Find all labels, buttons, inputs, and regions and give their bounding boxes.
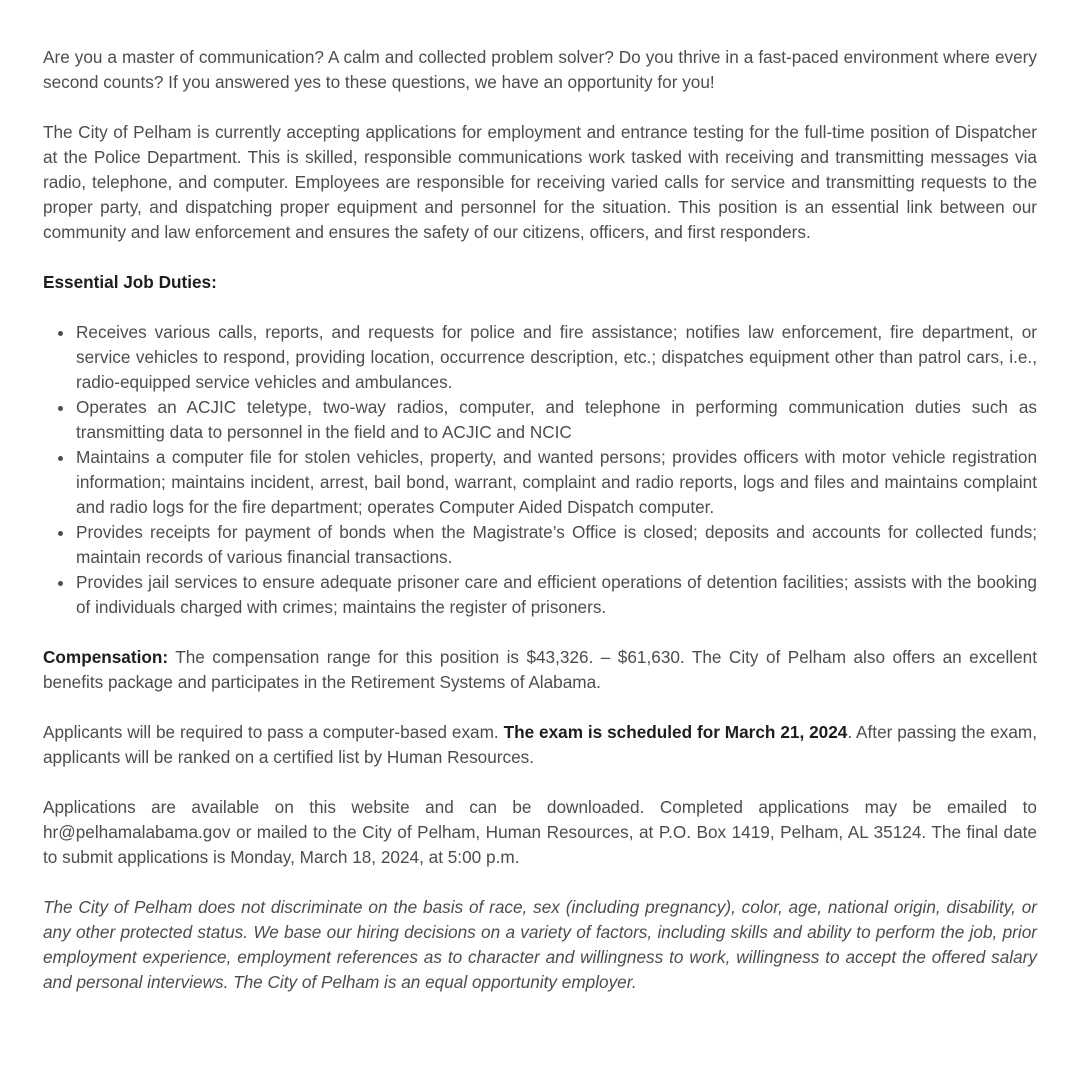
exam-text-pre: Applicants will be required to pass a computer-based exam.: [43, 722, 504, 742]
compensation-paragraph: [43, 645, 1037, 695]
compensation-label: Compensation:: [43, 647, 169, 667]
overview-paragraph: The City of Pelham is currently accepting applications for employment and entrance testing for the full-time position of Dispatcher at the Police Department. This is skilled, responsible communications work tasked with receiving and transmitting messages via radio, telephone, and computer. Employees are responsible for receiving varied calls for service and transmitting requests to the proper party, and dispatching proper equipment and personnel for the situation. This position is an essential link between our community and law enforcement and ensures the safety of our citizens, officers, and first responders.: [43, 122, 1037, 242]
duty-item: • Operates an ACJIC teletype, two-way radios, computer, and telephone in performing communication duties such as transmitting data to personnel in the field and to ACJIC and NCIC: [75, 395, 1037, 445]
eeo-paragraph: The City of Pelham does not discriminate on the basis of race, sex (including pregnancy), color, age, national origin, disability, or any other protected status. We base our hiring decisions on a variety of factors, including skills and ability to perform the job, prior employment experience, employment references as to character and willingness to work, willingness to accept the offered salary and personal interviews. The City of Pelham is an equal opportunity employer.: [43, 897, 1037, 992]
application-paragraph: Applications are available on this website and can be downloaded. Completed applications may be emailed to hr@pelhamalabama.gov or mailed to the City of Pelham, Human Resources, at P.O. Box 1419, Pelham, AL 35124. The final date to submit applications is Monday, March 18, 2024, at 5:00 p.m.: [43, 797, 1037, 867]
exam-date-bold: The exam is scheduled for March 21, 2024: [503, 722, 848, 742]
duties-list: [43, 320, 1037, 620]
duty-item: • Provides receipts for payment of bonds when the Magistrate’s Office is closed; deposits and accounts for collected funds; maintain records of various financial transactions.: [75, 520, 1037, 570]
duties-heading: Essential Job Duties:: [43, 272, 217, 292]
compensation-text: The compensation range for this position is $43,326. – $61,630. The City of Pelham also offers an excellent benefits package and participates in the Retirement Systems of Alabama.: [43, 647, 1037, 692]
exam-paragraph: [43, 720, 1037, 770]
exam-text-post: . After passing the exam, applicants will be ranked on a certified list by Human Resources.: [43, 722, 1037, 767]
duty-item: • Receives various calls, reports, and requests for police and fire assistance; notifies law enforcement, fire department, or service vehicles to respond, providing location, occurrence description, etc.; dispatches equipment other than patrol cars, i.e., radio-equipped service vehicles and ambulances.: [75, 320, 1037, 395]
duty-item: • Provides jail services to ensure adequate prisoner care and efficient operations of detention facilities; assists with the booking of individuals charged with crimes; maintains the register of prisoners.: [75, 570, 1037, 620]
intro-paragraph: Are you a master of communication? A calm and collected problem solver? Do you thrive in a fast-paced environment where every second counts? If you answered yes to these questions, we have an opportunity for you!: [43, 47, 1037, 92]
duty-item: • Maintains a computer file for stolen vehicles, property, and wanted persons; provides officers with motor vehicle registration information; maintains incident, arrest, bail bond, warrant, complaint and radio reports, logs and files and maintains complaint and radio logs for the fire department; operates Computer Aided Dispatch computer.: [75, 445, 1037, 520]
